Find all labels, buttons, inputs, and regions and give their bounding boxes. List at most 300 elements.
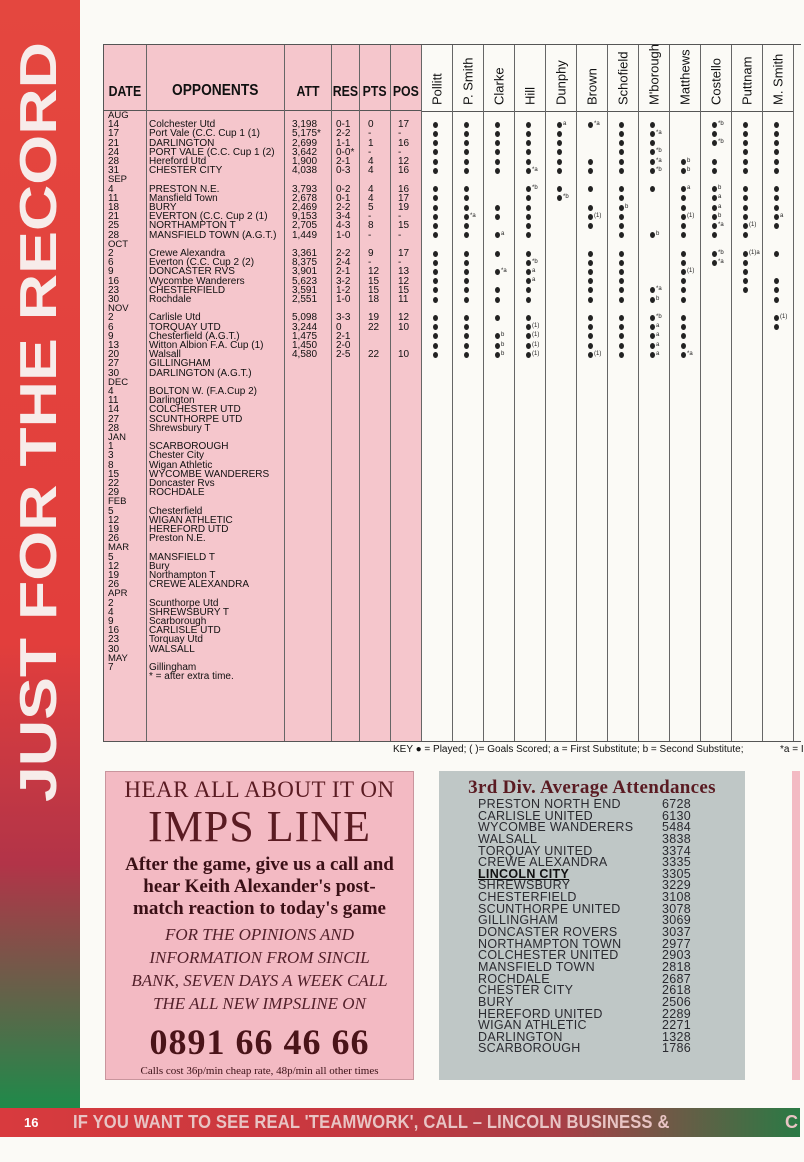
appearance-code: *a — [687, 350, 693, 357]
played-dot-icon — [619, 131, 624, 137]
played-dot-icon — [464, 186, 469, 192]
played-dot-icon — [712, 186, 717, 192]
played-dot-icon — [433, 352, 438, 358]
appearance-code: *a — [656, 286, 662, 293]
opp-cell: Preston N.E. — [149, 533, 206, 545]
date-cell: OCT — [108, 238, 129, 250]
played-dot-icon — [774, 214, 779, 220]
opp-cell: EVERTON (C.C. Cup 2 (1) — [149, 211, 268, 223]
played-dot-icon — [743, 122, 748, 128]
date-cell: 27 — [108, 358, 120, 370]
played-dot-icon — [619, 232, 624, 238]
date-cell: 9 — [108, 266, 114, 278]
played-dot-icon — [588, 269, 593, 275]
attendance-value: 6130 — [662, 808, 692, 823]
opp-cell: Witton Albion F.A. Cup (1) — [149, 340, 264, 351]
played-dot-icon — [712, 205, 717, 211]
pts-cell: - — [368, 229, 372, 241]
played-dot-icon — [526, 287, 531, 293]
appearance-code: b — [687, 166, 691, 173]
pos-cell: 13 — [398, 266, 410, 278]
pts-cell: 0 — [368, 119, 374, 131]
appearance-code: *b — [532, 258, 538, 265]
played-dot-icon — [588, 168, 593, 174]
res-cell: 2-0 — [336, 340, 351, 351]
played-dot-icon — [619, 333, 624, 339]
att-cell: 1,449 — [292, 229, 318, 241]
attendance-value: 3069 — [662, 913, 692, 928]
pts-cell: 4 — [368, 165, 374, 177]
played-dot-icon — [464, 315, 469, 321]
appearance-code: *a — [594, 120, 600, 127]
opp-cell: Scunthorpe Utd — [149, 597, 219, 609]
played-dot-icon — [557, 122, 562, 128]
pos-cell: 15 — [398, 220, 410, 232]
played-dot-icon — [681, 324, 686, 330]
page-number: 16 — [24, 1115, 39, 1130]
played-dot-icon — [650, 315, 655, 321]
played-dot-icon — [495, 333, 500, 339]
attendance-team: SHREWSBURY — [478, 878, 571, 893]
table-key: KEY ● = Played; ( )= Goals Scored; a = First Substitute; b = Second Substitute; *a = I — [393, 744, 804, 755]
played-dot-icon — [619, 278, 624, 284]
played-dot-icon — [588, 297, 593, 303]
attendance-team: DONCASTER ROVERS — [478, 925, 618, 940]
res-cell: 3-4 — [336, 211, 351, 223]
res-cell: 1-0 — [336, 294, 351, 305]
played-dot-icon — [433, 214, 438, 220]
played-dot-icon — [650, 287, 655, 293]
appearance-code: *b — [532, 185, 538, 192]
played-dot-icon — [650, 149, 655, 155]
played-dot-icon — [619, 343, 624, 349]
player-name: Matthews — [677, 49, 693, 105]
appearance-code: b — [718, 185, 722, 192]
opp-cell: Shrewsbury T — [149, 422, 211, 434]
date-cell: 16 — [108, 275, 120, 287]
pts-cell: 18 — [368, 294, 380, 305]
appearance-code: *a — [656, 157, 662, 164]
played-dot-icon — [557, 131, 562, 137]
attendance-team: WALSALL — [478, 831, 538, 846]
pos-cell: 17 — [398, 119, 410, 131]
appearance-code: b — [656, 295, 660, 302]
played-dot-icon — [650, 352, 655, 358]
played-dot-icon — [495, 122, 500, 128]
player-name: M'borough — [646, 43, 662, 105]
player-header — [422, 45, 452, 112]
opp-cell: HEREFORD UTD — [149, 524, 229, 535]
played-dot-icon — [433, 223, 438, 229]
pts-cell: 15 — [368, 284, 380, 296]
res-cell: 0 — [336, 321, 342, 333]
played-dot-icon — [433, 140, 438, 146]
played-dot-icon — [557, 159, 562, 165]
date-cell: 2 — [108, 597, 114, 609]
res-cell: 0-1 — [336, 119, 351, 131]
att-cell: 5,623 — [292, 275, 318, 287]
played-dot-icon — [495, 131, 500, 137]
played-dot-icon — [433, 168, 438, 174]
attendance-team: CREWE ALEXANDRA — [478, 855, 608, 870]
played-dot-icon — [526, 159, 531, 165]
played-dot-icon — [588, 324, 593, 330]
att-cell: 3,793 — [292, 183, 318, 195]
pts-cell: - — [368, 257, 372, 269]
played-dot-icon — [650, 131, 655, 137]
pts-header: PTS — [360, 45, 390, 111]
played-dot-icon — [743, 223, 748, 229]
played-dot-icon — [588, 122, 593, 128]
res-cell: 0-3 — [336, 165, 351, 177]
played-dot-icon — [774, 297, 779, 303]
date-cell: NOV — [108, 303, 129, 315]
played-dot-icon — [495, 214, 500, 220]
played-dot-icon — [464, 333, 469, 339]
player-header — [577, 45, 607, 112]
pos-cell: 17 — [398, 192, 410, 204]
pos-cell: 11 — [398, 294, 409, 305]
res-cell: 1-2 — [336, 284, 351, 296]
appearance-code: *b — [656, 166, 662, 173]
appearance-code: b — [718, 212, 722, 219]
attendance-team: COLCHESTER UNITED — [478, 948, 619, 963]
opponents-header: OPPONENTS — [147, 45, 284, 111]
played-dot-icon — [650, 168, 655, 174]
played-dot-icon — [712, 260, 717, 266]
played-dot-icon — [433, 159, 438, 165]
played-dot-icon — [619, 324, 624, 330]
played-dot-icon — [433, 122, 438, 128]
attendance-title: 3rd Div. Average Attendances — [468, 777, 716, 798]
opp-cell: Torquay Utd — [149, 634, 203, 646]
att-cell: 1,475 — [292, 330, 318, 342]
att-column — [285, 45, 332, 741]
appearance-code: a — [718, 203, 722, 210]
date-cell: 3 — [108, 450, 114, 462]
player-header — [453, 45, 483, 112]
opp-cell: Hereford Utd — [149, 156, 207, 167]
pos-cell: - — [398, 211, 402, 223]
attendance-team: HEREFORD UNITED — [478, 1006, 603, 1021]
att-cell: 3,198 — [292, 119, 318, 131]
res-cell: 1-1 — [336, 137, 351, 149]
played-dot-icon — [464, 287, 469, 293]
played-dot-icon — [526, 195, 531, 201]
played-dot-icon — [495, 159, 500, 165]
played-dot-icon — [464, 223, 469, 229]
appearance-code: (1) — [594, 350, 602, 357]
attendance-team: CHESTERFIELD — [478, 890, 577, 905]
att-cell: 3,244 — [292, 321, 318, 333]
appearance-code: b — [501, 341, 505, 348]
played-dot-icon — [526, 205, 531, 211]
played-dot-icon — [774, 140, 779, 146]
played-dot-icon — [433, 232, 438, 238]
attendance-value: 2289 — [662, 1006, 692, 1021]
played-dot-icon — [619, 223, 624, 229]
opp-cell: Wycombe Wanderers — [149, 275, 245, 287]
played-dot-icon — [774, 186, 779, 192]
res-cell: 2-2 — [336, 202, 351, 213]
played-dot-icon — [433, 297, 438, 303]
date-cell: 6 — [108, 321, 114, 333]
played-dot-icon — [681, 214, 686, 220]
played-dot-icon — [495, 140, 500, 146]
appearance-code: (1)a — [749, 249, 760, 256]
date-cell: 21 — [108, 137, 120, 149]
played-dot-icon — [774, 324, 779, 330]
date-cell: 2 — [108, 248, 114, 259]
played-dot-icon — [712, 195, 717, 201]
played-dot-icon — [433, 205, 438, 211]
played-dot-icon — [588, 315, 593, 321]
att-cell: 5,098 — [292, 312, 318, 324]
att-cell: 4,038 — [292, 165, 318, 177]
played-dot-icon — [743, 287, 748, 293]
played-dot-icon — [557, 149, 562, 155]
played-dot-icon — [433, 324, 438, 330]
date-cell: 28 — [108, 156, 120, 167]
played-dot-icon — [712, 159, 717, 165]
player-header — [515, 45, 545, 112]
opp-cell: Darlington — [149, 395, 195, 407]
played-dot-icon — [619, 195, 624, 201]
pts-column — [360, 45, 391, 741]
pos-cell: 15 — [398, 284, 410, 296]
appearance-code: *b — [563, 194, 569, 201]
played-dot-icon — [681, 159, 686, 165]
date-cell: 24 — [108, 146, 120, 158]
att-cell: 5,175* — [292, 128, 321, 140]
appearance-code: a — [501, 231, 505, 238]
player-header — [484, 45, 514, 112]
played-dot-icon — [526, 260, 531, 266]
played-dot-icon — [526, 149, 531, 155]
opponents-column — [147, 45, 285, 741]
played-dot-icon — [650, 159, 655, 165]
played-dot-icon — [433, 260, 438, 266]
res-cell: 2-1 — [336, 266, 351, 278]
attendance-team: LINCOLN CITY — [478, 866, 570, 881]
played-dot-icon — [774, 149, 779, 155]
played-dot-icon — [619, 251, 624, 257]
date-cell: 27 — [108, 413, 120, 425]
played-dot-icon — [588, 186, 593, 192]
played-dot-icon — [526, 251, 531, 257]
pts-cell: 19 — [368, 312, 380, 324]
appearance-code: *a — [470, 212, 476, 219]
appearance-code: b — [501, 350, 505, 357]
date-cell: 23 — [108, 634, 120, 646]
played-dot-icon — [557, 168, 562, 174]
played-dot-icon — [464, 205, 469, 211]
pos-cell: 12 — [398, 275, 410, 287]
date-cell: 17 — [108, 128, 120, 140]
attendance-value: 2977 — [662, 936, 692, 951]
attendance-value: 3108 — [662, 890, 692, 905]
pts-cell: 5 — [368, 202, 374, 213]
opp-cell: Crewe Alexandra — [149, 248, 226, 259]
date-cell: 4 — [108, 183, 114, 195]
played-dot-icon — [681, 315, 686, 321]
sidebar-title-text: JUST FOR THE RECORD — [10, 186, 68, 802]
played-dot-icon — [774, 287, 779, 293]
played-dot-icon — [650, 122, 655, 128]
played-dot-icon — [495, 168, 500, 174]
played-dot-icon — [619, 122, 624, 128]
player-name: Pollitt — [429, 73, 445, 105]
played-dot-icon — [464, 324, 469, 330]
attendance-value: 1328 — [662, 1029, 692, 1044]
player-name: Brown — [584, 68, 600, 105]
date-cell: 23 — [108, 284, 120, 296]
appearance-code: (1) — [532, 350, 540, 357]
imps-line3: After the game, give us a call and hear Keith Alexander's post- match reaction to today's game — [125, 854, 394, 919]
date-cell: 4 — [108, 386, 114, 397]
sidebar-title — [8, 42, 68, 802]
opp-cell: BOLTON W. (F.A.Cup 2) — [149, 386, 257, 397]
pts-cell: 22 — [368, 321, 380, 333]
opp-cell: Northampton T — [149, 570, 216, 581]
attendance-team: WIGAN ATHLETIC — [478, 1018, 587, 1033]
played-dot-icon — [526, 297, 531, 303]
played-dot-icon — [433, 251, 438, 257]
played-dot-icon — [464, 278, 469, 284]
played-dot-icon — [650, 343, 655, 349]
attendance-value: 3305 — [662, 866, 692, 881]
attendance-list — [478, 799, 728, 1055]
played-dot-icon — [464, 343, 469, 349]
date-column — [104, 45, 147, 741]
pts-cell: 4 — [368, 183, 374, 195]
res-cell: 3-2 — [336, 275, 351, 287]
opp-cell: Port Vale (C.C. Cup 1 (1) — [149, 128, 260, 140]
played-dot-icon — [557, 186, 562, 192]
opp-cell: SCUNTHORPE UTD — [149, 413, 243, 425]
played-dot-icon — [526, 131, 531, 137]
opp-cell: Wigan Athletic — [149, 459, 213, 471]
attendance-team: CARLISLE UNITED — [478, 808, 593, 823]
played-dot-icon — [526, 324, 531, 330]
res-cell: 0-1 — [336, 192, 351, 204]
played-dot-icon — [495, 352, 500, 358]
pts-cell: - — [368, 146, 372, 158]
appearance-code: *a — [501, 267, 507, 274]
att-cell: 2,705 — [292, 220, 318, 232]
appearance-code: (1) — [687, 267, 695, 274]
played-dot-icon — [619, 159, 624, 165]
played-dot-icon — [464, 260, 469, 266]
opp-cell: CHESTER CITY — [149, 165, 223, 177]
attendance-value: 3374 — [662, 843, 692, 858]
played-dot-icon — [774, 168, 779, 174]
player-header — [639, 45, 669, 112]
opp-cell: Colchester Utd — [149, 119, 216, 131]
played-dot-icon — [619, 260, 624, 266]
opp-cell: WIGAN ATHLETIC — [149, 514, 233, 526]
played-dot-icon — [464, 168, 469, 174]
attendance-team: BURY — [478, 994, 514, 1009]
played-dot-icon — [526, 223, 531, 229]
played-dot-icon — [774, 131, 779, 137]
played-dot-icon — [619, 168, 624, 174]
pos-cell: 12 — [398, 156, 410, 167]
played-dot-icon — [650, 186, 655, 192]
played-dot-icon — [557, 140, 562, 146]
played-dot-icon — [433, 269, 438, 275]
appearance-code: *a — [656, 129, 662, 136]
opp-cell: TORQUAY UTD — [149, 321, 221, 333]
sidebar-banner — [0, 0, 80, 1108]
appearance-code: a — [687, 185, 691, 192]
player-name: Costello — [708, 58, 724, 105]
opp-cell: Bury — [149, 560, 170, 572]
date-cell: 13 — [108, 340, 120, 351]
played-dot-icon — [495, 297, 500, 303]
date-cell: 6 — [108, 257, 114, 269]
played-dot-icon — [743, 131, 748, 137]
footer-text-tail: C — [785, 1112, 798, 1132]
player-name: M. Smith — [770, 53, 786, 105]
opp-cell: PRESTON N.E. — [149, 183, 220, 195]
played-dot-icon — [526, 186, 531, 192]
appearance-code: a — [532, 277, 536, 284]
right-pink-panel — [792, 771, 800, 1080]
played-dot-icon — [495, 232, 500, 238]
attendance-team: TORQUAY UNITED — [478, 843, 593, 858]
att-cell: 3,642 — [292, 146, 318, 158]
att-cell: 3,361 — [292, 248, 318, 259]
appearance-code: a — [780, 212, 784, 219]
played-dot-icon — [712, 232, 717, 238]
res-cell: 0-2 — [336, 183, 351, 195]
pts-cell: 4 — [368, 156, 374, 167]
played-dot-icon — [743, 159, 748, 165]
date-cell: 18 — [108, 202, 120, 213]
opp-cell: * = after extra time. — [149, 671, 234, 683]
date-cell: 8 — [108, 459, 114, 471]
played-dot-icon — [681, 223, 686, 229]
played-dot-icon — [712, 214, 717, 220]
played-dot-icon — [588, 260, 593, 266]
opp-cell: Carlisle Utd — [149, 312, 201, 324]
attendance-value: 2618 — [662, 983, 692, 998]
appearance-code: b — [687, 157, 691, 164]
appearance-code: a — [656, 332, 660, 339]
appearance-code: b — [501, 332, 505, 339]
pos-cell: 17 — [398, 248, 410, 259]
att-cell: 2,678 — [292, 192, 318, 204]
opp-cell: BURY — [149, 202, 177, 213]
opp-cell: DARLINGTON (A.G.T.) — [149, 367, 252, 379]
date-cell: 15 — [108, 468, 120, 480]
played-dot-icon — [588, 287, 593, 293]
opp-cell: Doncaster Rvs — [149, 478, 215, 489]
played-dot-icon — [619, 140, 624, 146]
date-cell: 19 — [108, 570, 120, 581]
played-dot-icon — [588, 214, 593, 220]
played-dot-icon — [774, 251, 779, 257]
opp-cell: CHESTERFIELD — [149, 284, 226, 296]
played-dot-icon — [619, 149, 624, 155]
played-dot-icon — [743, 168, 748, 174]
played-dot-icon — [495, 315, 500, 321]
played-dot-icon — [743, 260, 748, 266]
played-dot-icon — [619, 205, 624, 211]
played-dot-icon — [619, 287, 624, 293]
opp-cell: DARLINGTON — [149, 137, 215, 149]
